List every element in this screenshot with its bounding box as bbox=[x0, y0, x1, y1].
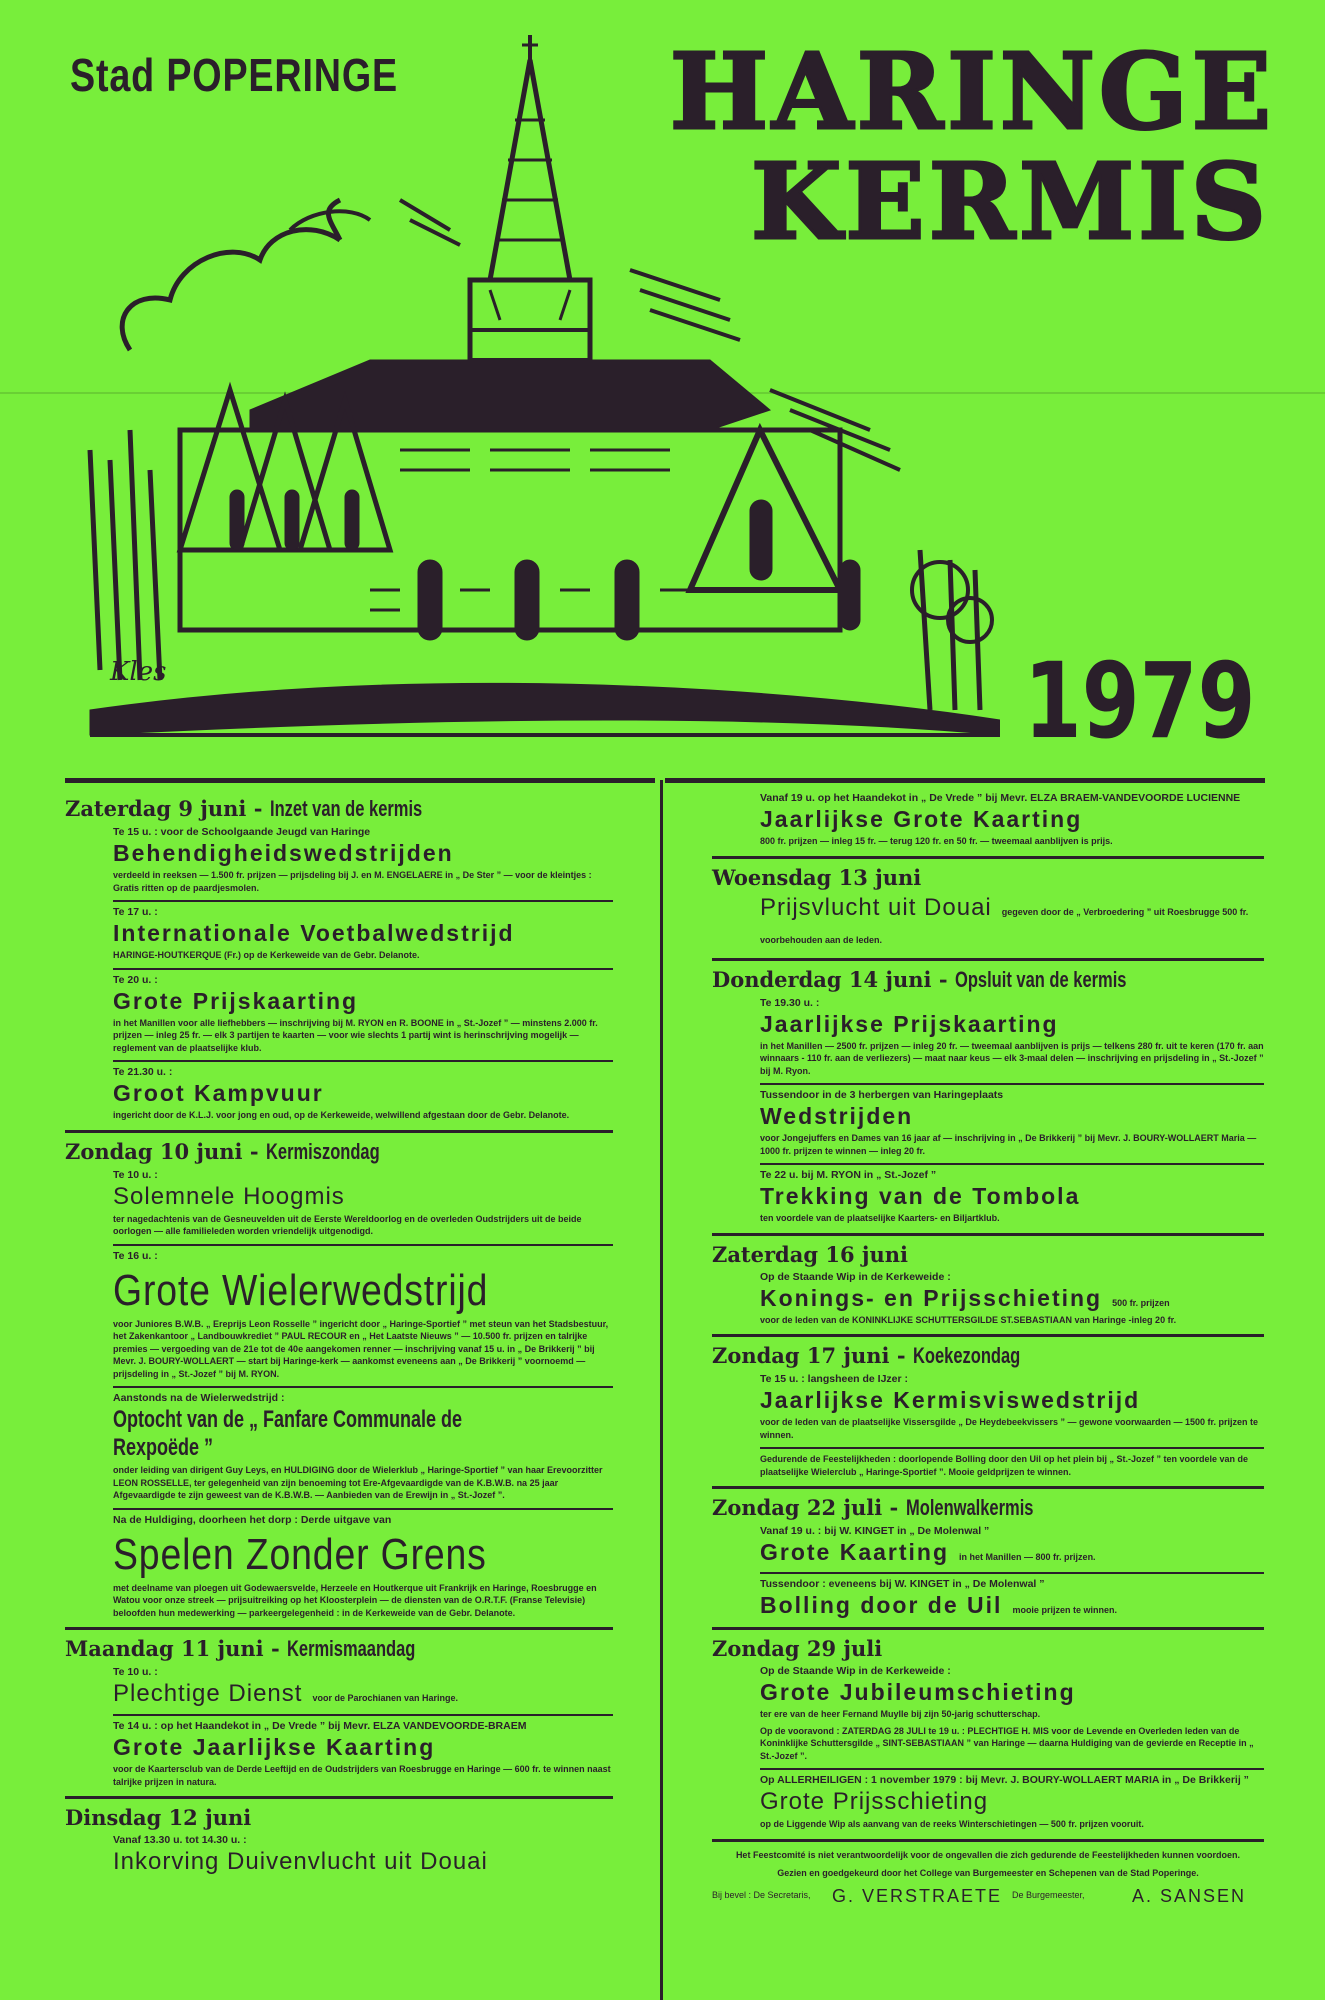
event-title: Konings- en Prijsschieting 500 fr. prijzen bbox=[760, 1284, 1170, 1311]
event-title: Bolling door de Uil mooie prijzen te winnen. bbox=[760, 1592, 1117, 1618]
event-title: Jaarlijkse Grote Kaarting bbox=[760, 806, 1083, 832]
city-name: Stad POPERINGE bbox=[70, 49, 398, 101]
event-time: Te 16 u. : bbox=[113, 1249, 158, 1262]
event-desc: verdeeld in reeksen — 1.500 fr. prijzen — prijsdeling bij J. en M. ENGELAERE in „ De Ster ” — voor de kleintjes : Gratis ritten op de paardjesmolen. bbox=[113, 870, 592, 893]
mayor-name: A. SANSEN bbox=[1132, 1885, 1247, 1906]
signatures bbox=[712, 1885, 1264, 1906]
event-title: Inkorving Duivenvlucht uit Douai bbox=[113, 1848, 488, 1875]
artist-signature: Kles bbox=[110, 657, 167, 687]
event-title: Internationale Voetbalwedstrijd bbox=[113, 920, 515, 946]
day-heading-mon11: Maandag 11 juni - Kermismaandag bbox=[65, 1636, 416, 1661]
event-time: Te 17 u. : bbox=[113, 906, 158, 918]
column-divider bbox=[660, 780, 663, 2000]
event-title: Jaarlijkse Prijskaarting bbox=[760, 1010, 1059, 1037]
event-desc: Op de vooravond : ZATERDAG 28 JULI te 19 u. : PLECHTIGE H. MIS voor de Levende en Overleden leden van de Koninklijke Schuttersgilde „ SINT-SEBASTIAAN ” van Haringe — daarna Huldiging van de gevierde en Receptie in „ St.-Jozef ”. bbox=[760, 1725, 1254, 1761]
event-title: Jaarlijkse Kermisviswedstrijd bbox=[760, 1387, 1141, 1413]
event-time: Te 14 u. : op het Haandekot in „ De Vrede ” bij Mevr. ELZA VANDEVOORDE-BRAEM bbox=[113, 1720, 527, 1732]
rule-right-top bbox=[665, 778, 1265, 783]
event-desc: in het Manillen — 2500 fr. prijzen — inleg 20 fr. — tweemaal aanblijven is prijs — telkens 280 fr. uit te keren (170 fr. aan winnaars - 110 fr. aan de verliezers) — maat naar keus — elk 3-maal delen — inschrijving en prijsdeling in „ St.-Jozef ” bij M. Ryon. bbox=[760, 1040, 1264, 1076]
year: 1979 bbox=[1023, 640, 1255, 762]
footer-approval: Gezien en goedgekeurd door het College van Burgemeester en Schepenen van de Stad Poperinge. bbox=[777, 1867, 1199, 1878]
title-kermis: KERMIS bbox=[751, 140, 1270, 263]
event-time: Te 21.30 u. : bbox=[113, 1066, 173, 1078]
event-time: Vanaf 13.30 u. tot 14.30 u. : bbox=[113, 1834, 247, 1846]
day-heading-thu14: Donderdag 14 juni - Opsluit van de kermis bbox=[712, 966, 1127, 992]
event-desc: ingericht door de K.L.J. voor jong en oud, op de Kerkeweide, welwillend afgestaan door de Gebr. Delanote. bbox=[113, 1110, 570, 1120]
event-time: Te 15 u. : voor de Schoolgaande Jeugd van Haringe bbox=[113, 826, 371, 838]
event-title: Grote Kaarting in het Manillen — 800 fr. prijzen. bbox=[760, 1539, 1096, 1565]
event-desc: onder leiding van dirigent Guy Leys, en HULDIGING door de Wielerklub „ Haringe-Sportief ” van haar Erevoorzitter LEON ROSSELLE, ter gelegenheid van zijn benoeming tot Ere-Afgevaardigde van de K.B.W.B. na 25 jaar Afgevaardigde te zijn geweest van de K.B.W.B. — Aanbieden van de Erewijn in „ St.-Jozef ”. bbox=[113, 1465, 603, 1500]
event-time: Te 19.30 u. : bbox=[760, 996, 820, 1009]
right-column bbox=[712, 790, 1264, 1906]
event-desc: in het Manillen voor alle liefhebbers — inschrijving bij M. RYON en R. BOONE in „ St.-Jozef ” — minstens 2.000 fr. prijzen — inleg 25 fr. — elk 3 partijen te kaarten — voor wie slechts 1 partij wint is herinschrijving mogelijk — reglement van de plaatselijke klub. bbox=[113, 1017, 598, 1053]
secretary-name: G. VERSTRAETE bbox=[832, 1885, 1003, 1906]
event-title: Groot Kampvuur bbox=[113, 1080, 324, 1106]
event-time: Te 10 u. : bbox=[113, 1168, 158, 1181]
event-time: Op ALLERHEILIGEN : 1 november 1979 : bij Mevr. J. BOURY-WOLLAERT MARIA in „ De Brikkerij ” bbox=[760, 1774, 1249, 1786]
day-heading-sun17: Zondag 17 juni - Koekezondag bbox=[712, 1343, 1021, 1368]
event-title: Optocht van de „ Fanfare Communale de Rexpoëde ” bbox=[113, 1406, 463, 1461]
event-title: Prijsvlucht uit Douai gegeven door de „ Verbroedering ” uit Roesbrugge 500 fr. voorbehouden aan de leden. bbox=[760, 893, 1249, 945]
event-title: Spelen Zonder Grens bbox=[113, 1529, 487, 1579]
event-time: Te 22 u. bij M. RYON in „ St.-Jozef ” bbox=[760, 1169, 937, 1181]
event-time: Na de Huldiging, doorheen het dorp : Derde uitgave van bbox=[113, 1513, 392, 1526]
footer-disclaimer: Het Feestcomité is niet verantwoordelijk voor de ongevallen die zich gedurende de Feestelijkheden kunnen voordoen. bbox=[735, 1849, 1241, 1860]
event-title: Grote Jaarlijkse Kaarting bbox=[113, 1734, 436, 1760]
event-desc: voor Jongejuffers en Dames van 16 jaar af — inschrijving in „ De Brikkerij ” bij Mevr. J. BOURY-WOLLAERT Maria — 1000 fr. prijzen te winnen — inleg 20 fr. bbox=[760, 1133, 1257, 1156]
event-time: Tussendoor in de 3 herbergen van Haringeplaats bbox=[760, 1089, 1004, 1101]
event-title: Plechtige Dienst voor de Parochianen van Haringe. bbox=[113, 1680, 458, 1707]
day-heading-sun29: Zondag 29 juli bbox=[712, 1636, 883, 1661]
event-desc: voor Juniores B.W.B. „ Ereprijs Leon Rosselle ” ingericht door „ Haringe-Sportief ” met steun van het Stadsbestuur, het Zakenkantoor „ Landbouwkrediet ” PAUL RECOUR en „ Het Laatste Nieuws ” — 10.500 fr. prijzen en talrijke premies — vergoeding van de 21e tot de 40e aangekomen renner — inschrijving vanaf 15 u. in „ De Brikkerij ” bij Mevr. J. BOURY-WOLLAERT — start bij Haringe-kerk — aankomst eveneens aan „ De Brikkerij ” voornoemd — prijsdeling in „ St.-Jozef ” bij M. RYON. bbox=[113, 1318, 609, 1379]
event-title: Wedstrijden bbox=[760, 1103, 914, 1129]
event-desc: ter ere van de heer Fernand Muylle bij zijn 50-jarig schutterschap. bbox=[760, 1709, 1041, 1719]
event-title: Grote Wielerwedstrijd bbox=[113, 1265, 489, 1315]
event-desc: voor de leden van de plaatselijke Vissersgilde „ De Heydebeekvissers ” — gewone voorwaarden — 1500 fr. prijzen te winnen. bbox=[760, 1417, 1259, 1440]
event-time: Aanstonds na de Wielerwedstrijd : bbox=[113, 1392, 285, 1404]
event-title: Behendigheidswedstrijden bbox=[113, 840, 454, 866]
day-heading-sat16: Zaterdag 16 juni bbox=[712, 1241, 908, 1267]
event-desc: op de Liggende Wip als aanvang van de reeks Winterschietingen — 500 fr. prijzen vooruit. bbox=[760, 1819, 1144, 1829]
secretary-label: Bij bevel : De Secretaris, bbox=[712, 1889, 811, 1900]
day-heading-tue12: Dinsdag 12 juni bbox=[65, 1805, 252, 1830]
event-title: Grote Prijskaarting bbox=[113, 987, 359, 1014]
event-desc: 800 fr. prijzen — inleg 15 fr. — terug 120 fr. en 50 fr. — tweemaal aanblijven is prijs. bbox=[760, 836, 1113, 846]
event-time: Te 20 u. : bbox=[113, 973, 158, 986]
event-time: Vanaf 19 u. : bij W. KINGET in „ De Molenwal ” bbox=[760, 1525, 990, 1537]
title-haringe: HARINGE bbox=[669, 30, 1275, 153]
event-desc: ten voordele van de plaatselijke Kaarters- en Biljartklub. bbox=[760, 1213, 1000, 1223]
mayor-label: De Burgemeester, bbox=[1012, 1889, 1085, 1900]
event-desc: Gedurende de Feestelijkheden : doorlopende Bolling door den Uil op het plein bij „ St.-Jozef ” ten voordele van de plaatselijke Wielerclub „ Haringe-Sportief ”. Mooie geldprijzen te winnen. bbox=[760, 1454, 1249, 1477]
event-desc: voor de Kaartersclub van de Derde Leeftijd en de Oudstrijders van Roesbrugge en Haringe — 600 fr. te winnen naast talrijke prijzen in natura. bbox=[113, 1764, 611, 1787]
event-time: Tussendoor : eveneens bij W. KINGET in „ De Molenwal ” bbox=[760, 1578, 1045, 1590]
event-time: Te 10 u. : bbox=[113, 1666, 158, 1678]
day-heading-wed13: Woensdag 13 juni bbox=[712, 864, 922, 890]
event-desc: ter nagedachtenis van de Gesneuvelden uit de Eerste Wereldoorlog en de overleden Oudstrijders uit de beide oorlogen — alle familieleden worden vriendelijk uitgenodigd. bbox=[113, 1213, 582, 1236]
left-column bbox=[65, 790, 613, 1878]
event-desc: HARINGE-HOUTKERQUE (Fr.) op de Kerkeweide van de Gebr. Delanote. bbox=[113, 950, 420, 960]
rule-left-top bbox=[65, 778, 655, 783]
event-title: Trekking van de Tombola bbox=[760, 1183, 1081, 1209]
event-title: Grote Prijsschieting bbox=[760, 1788, 989, 1815]
event-time: Op de Staande Wip in de Kerkeweide : bbox=[760, 1270, 951, 1283]
event-desc: voor de leden van de KONINKLIJKE SCHUTTERSGILDE ST.SEBASTIAAN van Haringe -inleg 20 fr. bbox=[760, 1314, 1177, 1325]
event-title: Grote Jubileumschieting bbox=[760, 1679, 1076, 1705]
day-heading-sat9: Zaterdag 9 juni - Inzet van de kermis bbox=[65, 796, 422, 821]
event-time: Op de Staande Wip in de Kerkeweide : bbox=[760, 1665, 951, 1677]
event-desc: met deelname van ploegen uit Godewaersvelde, Herzeele en Houtkerque uit Frankrijk en Haringe, Roesbrugge en Watou voor onze streek — prijsuitreiking op het Kloosterplein — de diensten van de O.R.T.F. (Franse Televisie) beloofden hun medewerking — parkeergelegenheid : in de Kerkeweide van de Gebr. Delanote. bbox=[113, 1582, 597, 1618]
event-time: Te 15 u. : langsheen de IJzer : bbox=[760, 1373, 909, 1385]
day-heading-sun10: Zondag 10 juni - Kermiszondag bbox=[65, 1138, 380, 1164]
day-heading-sun22: Zondag 22 juli - Molenwalkermis bbox=[712, 1495, 1034, 1520]
event-time: Vanaf 19 u. op het Haandekot in „ De Vrede ” bij Mevr. ELZA BRAEM-VANDEVOORDE LUCIENNE bbox=[760, 792, 1241, 804]
event-title: Solemnele Hoogmis bbox=[113, 1182, 345, 1210]
